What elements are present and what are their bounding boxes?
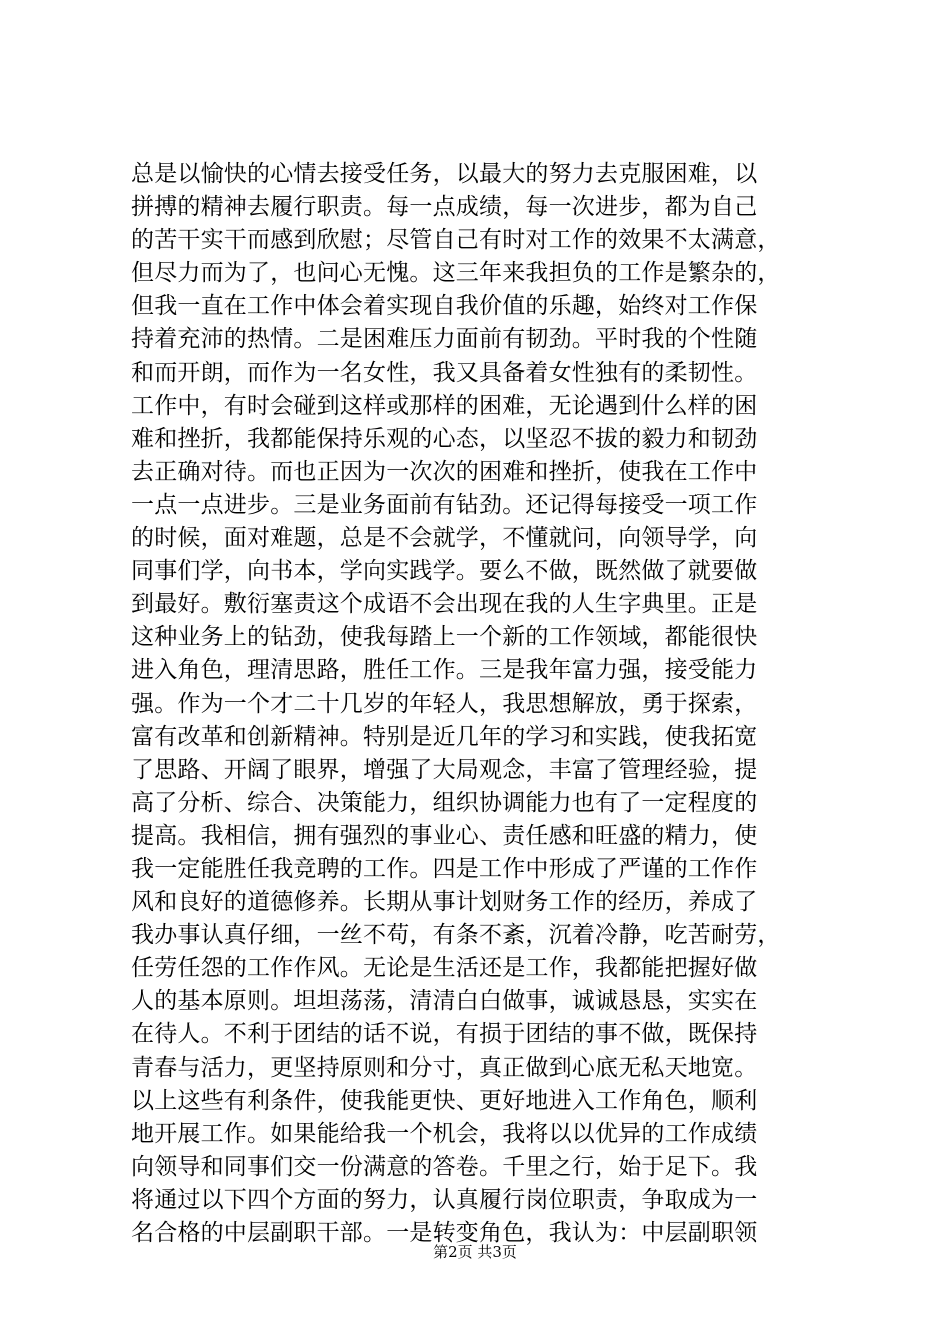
text-line: 高了分析、综合、决策能力，组织协调能力也有了一定程度的 xyxy=(131,789,758,816)
text-line: 到最好。敷衍塞责这个成语不会出现在我的人生字典里。正是 xyxy=(131,591,758,618)
text-line: 以上这些有利条件，使我能更快、更好地进入工作角色，顺利 xyxy=(131,1087,758,1114)
page-number-label: 第2页 共3页 xyxy=(433,1243,517,1261)
text-line: 青春与活力，更坚持原则和分寸，真正做到心底无私天地宽。 xyxy=(131,1054,758,1081)
text-line: 的时候，面对难题，总是不会就学，不懂就问，向领导学，向 xyxy=(131,525,758,552)
text-line: 持着充沛的热情。二是困难压力面前有韧劲。平时我的个性随 xyxy=(131,326,758,353)
text-line: 将通过以下四个方面的努力，认真履行岗位职责，争取成为一 xyxy=(131,1186,758,1213)
text-line: 名合格的中层副职干部。一是转变角色，我认为：中层副职领 xyxy=(131,1220,758,1246)
text-line: 但尽力而为了，也问心无愧。这三年来我担负的工作是繁杂的， xyxy=(131,260,781,287)
text-line: 难和挫折，我都能保持乐观的心态，以坚忍不拔的毅力和韧劲 xyxy=(131,425,758,452)
text-line: 但我一直在工作中体会着实现自我价值的乐趣，始终对工作保 xyxy=(131,293,758,320)
text-line: 和而开朗，而作为一名女性，我又具备着女性独有的柔韧性。 xyxy=(131,359,758,386)
text-line: 富有改革和创新精神。特别是近几年的学习和实践，使我拓宽 xyxy=(131,723,758,750)
text-line: 任劳任怨的工作作风。无论是生活还是工作，我都能把握好做 xyxy=(131,955,758,982)
text-line: 的苦干实干而感到欣慰；尽管自己有时对工作的效果不太满意， xyxy=(131,227,781,254)
body-text xyxy=(131,158,831,1250)
text-line: 我一定能胜任我竞聘的工作。四是工作中形成了严谨的工作作 xyxy=(131,855,758,882)
text-line: 同事们学，向书本，学向实践学。要么不做，既然做了就要做 xyxy=(131,558,758,585)
text-line: 了思路、开阔了眼界，增强了大局观念，丰富了管理经验，提 xyxy=(131,756,758,783)
text-line: 向领导和同事们交一份满意的答卷。千里之行，始于足下。我 xyxy=(131,1153,758,1180)
text-line: 人的基本原则。坦坦荡荡，清清白白做事，诚诚恳恳，实实在 xyxy=(131,988,758,1015)
text-line: 拼搏的精神去履行职责。每一点成绩，每一次进步，都为自己 xyxy=(131,194,758,221)
text-line: 一点一点进步。三是业务面前有钻劲。还记得每接受一项工作 xyxy=(131,491,758,518)
text-line: 强。作为一个才二十几岁的年轻人，我思想解放，勇于探索， xyxy=(131,690,758,717)
text-line: 进入角色，理清思路，胜任工作。三是我年富力强，接受能力 xyxy=(131,657,758,684)
text-line: 在待人。不利于团结的话不说，有损于团结的事不做，既保持 xyxy=(131,1021,758,1048)
text-line: 我办事认真仔细，一丝不苟，有条不紊，沉着冷静，吃苦耐劳， xyxy=(131,922,781,949)
text-line: 去正确对待。而也正因为一次次的困难和挫折，使我在工作中 xyxy=(131,458,758,485)
text-line: 地开展工作。如果能给我一个机会，我将以以优异的工作成绩 xyxy=(131,1120,758,1147)
text-line: 风和良好的道德修养。长期从事计划财务工作的经历，养成了 xyxy=(131,889,758,916)
text-line: 提高。我相信，拥有强烈的事业心、责任感和旺盛的精力，使 xyxy=(131,822,758,849)
text-line: 这种业务上的钻劲，使我每踏上一个新的工作领域，都能很快 xyxy=(131,624,758,651)
page-footer xyxy=(0,1242,950,1262)
text-line: 总是以愉快的心情去接受任务，以最大的努力去克服困难，以 xyxy=(131,161,758,187)
text-line: 工作中，有时会碰到这样或那样的困难，无论遇到什么样的困 xyxy=(131,392,758,419)
